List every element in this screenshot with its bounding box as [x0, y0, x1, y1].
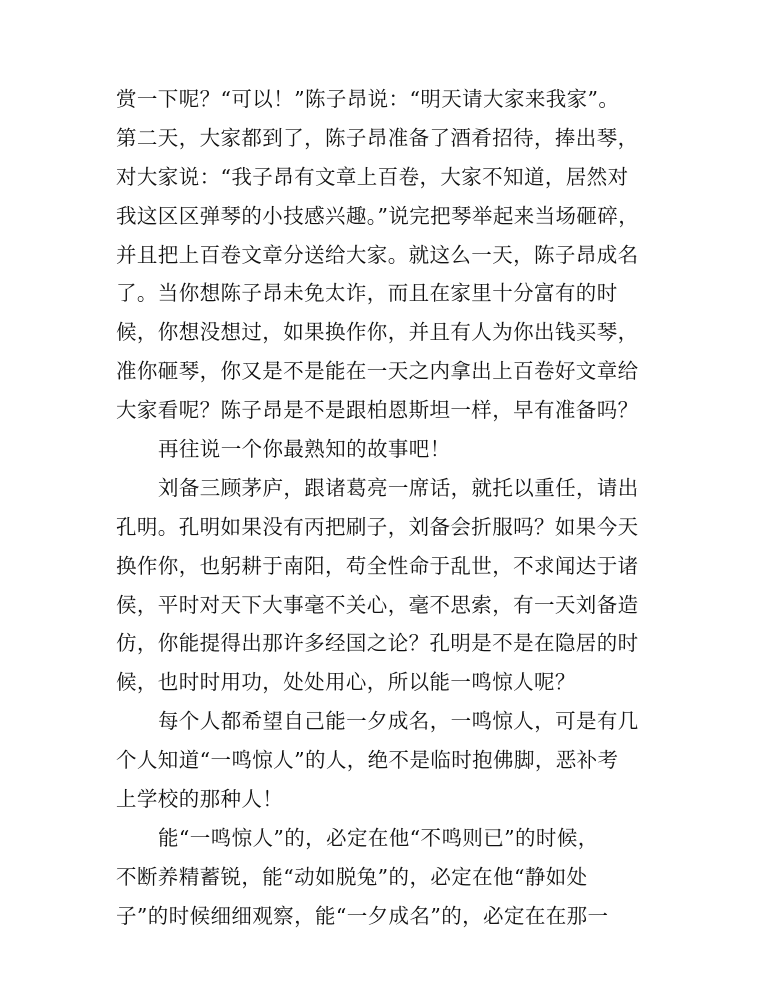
paragraph-start-line: 再往说一个你最熟知的故事吧！	[158, 437, 451, 462]
text-line: 并且把上百卷文章分送给大家。就这么一天，陈子昂成名	[116, 242, 639, 267]
text-line: 候，你想没想过，如果换作你，并且有人为你出钱买琴，	[116, 320, 639, 345]
text-line: 仿，你能提得出那许多经国之论？孔明是不是在隐居的时	[116, 631, 639, 656]
body-text	[116, 80, 646, 936]
text-line: 准你砸琴，你又是不是能在一天之内拿出上百卷好文章给	[116, 359, 639, 384]
text-line: 不断养精蓄锐，能“动如脱兔”的，必定在他“静如处	[116, 864, 588, 889]
text-line: 子”的时候细细观察，能“一夕成名”的，必定在在那一	[116, 903, 609, 928]
paragraph-start-line: 能“一鸣惊人”的，必定在他“不鸣则已”的时候，	[158, 825, 599, 850]
text-line: 换作你，也躬耕于南阳，苟全性命于乱世，不求闻达于诸	[116, 553, 639, 578]
text-line: 侯，平时对天下大事毫不关心，毫不思索，有一天刘备造	[116, 592, 639, 617]
text-line: 候，也时时用功，处处用心，所以能一鸣惊人呢？	[116, 670, 576, 695]
text-line: 赏一下呢？“可以！”陈子昂说：“明天请大家来我家”。	[116, 87, 620, 111]
paragraph-start-line: 刘备三顾茅庐，跟诸葛亮一席话，就托以重任，请出	[158, 475, 639, 500]
paragraph-start-line: 每个人都希望自己能一夕成名，一鸣惊人，可是有几	[158, 709, 639, 734]
text-line: 第二天，大家都到了，陈子昂准备了酒肴招待，捧出琴，	[116, 125, 639, 150]
text-line: 我这区区弹琴的小技感兴趣。”说完把琴举起来当场砸碎，	[116, 203, 640, 228]
text-line: 对大家说：“我子昂有文章上百卷，大家不知道，居然对	[116, 164, 629, 189]
text-line: 孔明。孔明如果没有丙把刷子，刘备会折服吗？如果今天	[116, 514, 639, 539]
text-line: 个人知道“一鸣惊人”的人，绝不是临时抱佛脚，恶补考	[116, 748, 619, 773]
text-line: 了。当你想陈子昂未免太诈，而且在家里十分富有的时	[116, 281, 618, 306]
text-line: 大家看呢？陈子昂是不是跟柏恩斯坦一样，早有准备吗？	[116, 398, 639, 423]
text-line: 上学校的那种人！	[116, 787, 284, 812]
